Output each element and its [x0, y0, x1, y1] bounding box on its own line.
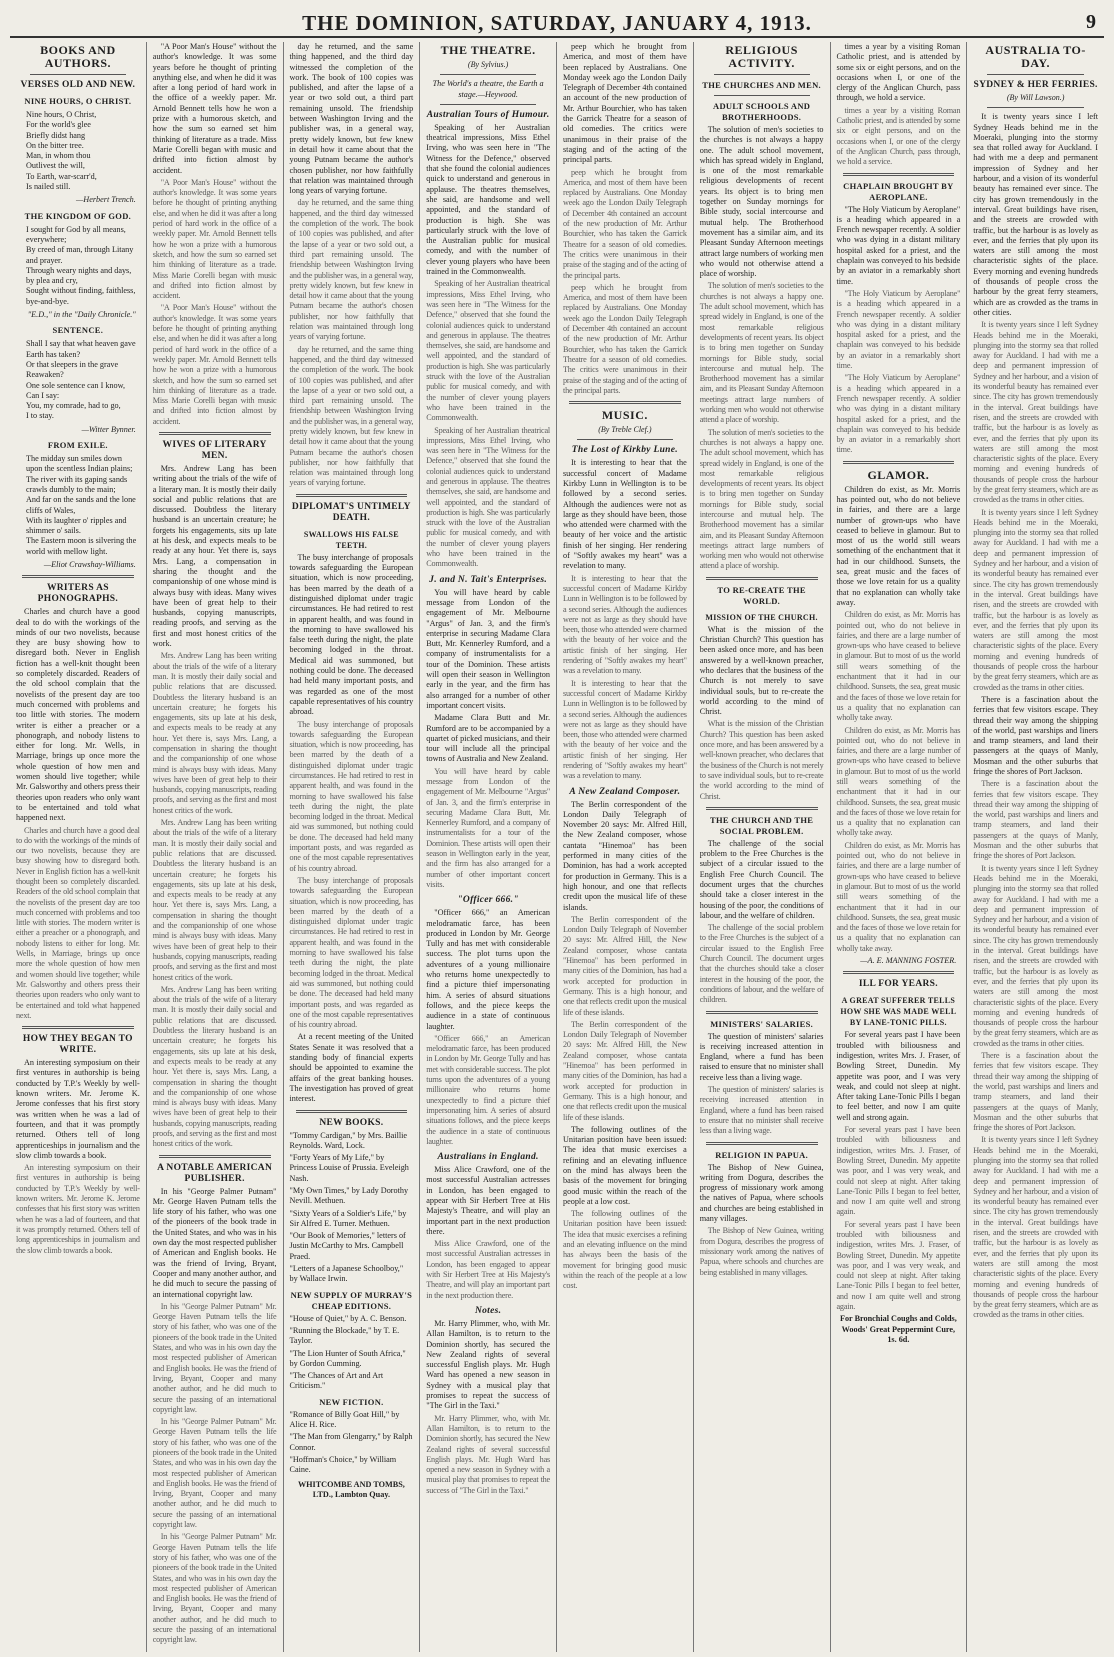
- article-body-filler: The Berlin correspondent of the London Daily Telegraph of November 20 says: Mr. Alfred Hill, the New Zealand composer, whose cantata "Hinemoa" has been performed in many cities of the Dominion, has had a work accepted for production in Germany. This is a high honour, and one that reflects credit upon the musical life of these islands.: [563, 914, 687, 1017]
- heading-nz-composer: A New Zealand Composer.: [569, 786, 681, 797]
- article-body: The busy interchange of proposals towards safeguarding the European situation, which is now proceeding, has been marred by the death of a distinguished diplomat under tragic circumstances. He had retired to rest in apparent health, and was found in the morning to have swallowed his false teeth during the night, the plate becoming lodged in the throat. Medical aid was summoned, but nothing could be done. The deceased had held many important posts, and was regarded as one of the most capable representatives of his country abroad.: [289, 552, 414, 717]
- page-number: 9: [1086, 11, 1096, 33]
- poem-line: Briefly didst hang: [26, 130, 86, 140]
- article-body-filler: Mrs. Andrew Lang has been writing about the trials of the wife of a literary man. It is mostly their daily social and public relations that are discussed. Doubtless the literary husband is an uncertain creature; he forgets his engagements, sits up late at his desk, and expects meals to be ready at any hour. Yet there is, says Mrs. Lang, a compensation in sharing the thought and the companionship of one whose mind is always busy with ideas. Many wives have been of great help to their husbands, copying manuscripts, reading proofs, and serving as the first and most honest critics of the work.: [152, 651, 277, 815]
- article-body-filler: day he returned, and the same thing happened, and the third day witnessed the completion of the work. The book of 100 copies was published, and after the lapse of a year or two sold out, a third part remaining unsold. The friendship between Washington Irving and the publisher was, in a general way, pretty widely known, but few knew in detail how it came about that the young Putnam became the author's chosen publisher, nor how faithfully that relation was maintained through long years of varying fortune.: [289, 344, 414, 488]
- article-body: There is a fascination about the ferries that few visitors escape. They thread their way among the shipping of the world, past warships and liners and tramp steamers, and land their passengers at the quays of Manly, Mosman and the other suburbs that fringe the shores of Port Jackson.: [973, 694, 1098, 776]
- article-body: It is twenty years since I left Sydney Heads behind me in the Moeraki, plunging into the stormy sea that rolled away for Auckland. I had with me a deep and permanent impression of Sydney and her harbour, and a vision of its wonderful beauty has remained ever since. The city has grown tremendously in the interval. Great buildings have risen, and the streets are crowded with traffic, but the harbour is as lovely as ever, and the ferries that ply upon its waters are still among the most characteristic sights of the place. Every morning and evening hundreds of thousands of people cross the harbour by the great ferry steamers, which are as crowded as the trams in other cities.: [973, 112, 1098, 317]
- article-body: Charles and church have a good deal to do with the workings of the minds of our two novelists, because they are busy showing how to disregard both. Never in English fiction has a well-knit thought been so completely discarded. Readers of the old school complain that the novelists of the present day are too much concerned with problems and too little with stories. The modern writer is either a preacher or a phonograph, and nobody listens to either for long. Mr. Wells, in Marriage, brings up once more the whole question of how men and women should live together; while Mr. Galsworthy and others press their theories upon readers who only want to be entertained and told what happened next.: [16, 607, 140, 823]
- article-body-filler: Children do exist, as Mr. Morris has pointed out, who do not believe in fairies, and there are a large number of grown-ups who have ceased to believe in glamour. But to most of us the world still wears something of the enchantment that it had in our childhood. Sunsets, the sea, great music and the faces of those we love retain for us a quality that no explanation can wholly take away.: [836, 725, 961, 838]
- list-item: "Letters of a Japanese Schoolboy," by Wallace Irwin.: [289, 1264, 404, 1284]
- heading-how-they-began: HOW THEY BEGAN TO WRITE.: [22, 1034, 133, 1056]
- poem-line: I to stay.: [26, 411, 54, 421]
- poem-title-nine-hours: NINE HOURS, O CHRIST.: [24, 96, 132, 106]
- article-body-filler: "A Poor Man's House" without the author's knowledge. It was some years before he thought of printing anything else, and when he did it was after a long period of hard work in the office of a weekly paper. Mr. Arnold Bennett tells how he won a prize with a humorous sketch, and how the sum so earned set him thinking of literature as a trade. Miss Marie Corelli began with music and drifted into fiction almost by accident.: [152, 303, 277, 426]
- poem-line: To Earth, war-scarr'd,: [26, 171, 97, 181]
- section-books-and-authors: BOOKS AND AUTHORS.: [40, 43, 116, 70]
- article-body-filler: In his "George Palmer Putnam" Mr. George Haven Putnam tells the life story of his father, who was one of the pioneers of the book trade in the United States, and who was in his own day the most respected publisher of American and English books. He was the friend of Irving, Bryant, Cooper and many another author, and he did much to secure the passing of an international copyright law.: [152, 1301, 277, 1414]
- poem-line: I sought for God by all means, everywhere;: [26, 224, 126, 244]
- new-fiction-list: [290, 1410, 414, 1476]
- column-2: [147, 42, 284, 1652]
- article-body: In his "George Palmer Putnam" Mr. George Haven Putnam tells the life story of his father, who was one of the pioneers of the book trade in the United States, and who was in his own day the most respected publisher of American and English books. He was the friend of Irving, Bryant, Cooper and many another author, and he did much to secure the passing of an international copyright law.: [152, 1186, 277, 1299]
- article-body-filler: "The Holy Viaticum by Aeroplane" is a heading which appeared in a French newspaper recently. A soldier who was dying in a distant military hospital asked for a priest, and the chaplain was conveyed to his bedside by an aviator in a remarkably short time.: [836, 373, 961, 455]
- heading-american-publisher: A NOTABLE AMERICAN PUBLISHER.: [157, 1162, 273, 1184]
- heading-notes: Notes.: [474, 1305, 502, 1316]
- poem-title-kingdom: THE KINGDOM OF GOD.: [24, 210, 132, 221]
- column-1: [10, 42, 147, 1652]
- article-body-filler: Mr. Harry Plimmer, who, with Mr. Allan Hamilton, is to return to the Dominion shortly, has secured the New Zealand rights of several successful English plays. Mr. Hugh Ward has opened a new season in Sydney with a musical play that promises to repeat the success of "The Girl in the Taxi.": [426, 1413, 550, 1495]
- article-body: What is the mission of the Christian Church? This question has been asked once more, and has been answered by a well-known preacher, who declares that the business of the Church is not merely to save individual souls, but to re-create the world according to the mind of Christ.: [699, 624, 824, 717]
- poem-line: One sole sentence can I know,: [26, 380, 126, 390]
- new-books-list: [290, 1131, 414, 1285]
- list-item: "Forty Years of My Life," by Princess Louise of Prussia. Eveleigh Nash.: [289, 1153, 409, 1183]
- article-body-filler: For several years past I have been troubled with biliousness and indigestion, writes Mrs. J. Fraser, of Bowling Street, Dunedin. My appetite was poor, and I was very weak, and could not sleep at night. After taking Lane-Tonic Pills I began to feel better, and now I am quite well and strong again.: [836, 1219, 961, 1312]
- article-body-filler: day he returned, and the same thing happened, and the third day witnessed the completion of the work. The book of 100 copies was published, and after the lapse of a year or two sold out, a third part remaining unsold. The friendship between Washington Irving and the publisher was, in a general way, pretty widely known, but few knew in detail how it came about that the young Putnam became the author's chosen publisher, nor how faithfully that relation was maintained through long years of varying fortune.: [289, 198, 414, 342]
- article-body-filler: You will have heard by cable message from London of the engagement of Mr. Melbourne "Argus" of Jan. 3, and the firm's enterprise in securing Madame Clara Butt, Mr. Kennerley Rumford, and a company of instrumentalists for a tour of the Dominion. These artists will open their season in Wellington early in the year, and the firm has also arranged for a number of other important concert visits.: [426, 766, 550, 889]
- article-body-filler: "The Holy Viaticum by Aeroplane" is a heading which appeared in a French newspaper recently. A soldier who was dying in a distant military hospital asked for a priest, and the chaplain was conveyed to his bedside by an aviator in a remarkably short time.: [836, 288, 961, 371]
- poem-line: The midday sun smiles down upon the scentless Indian plains;: [26, 454, 133, 474]
- column-8: [967, 42, 1104, 1652]
- heading-murrays-cheap-editions: NEW SUPPLY OF MURRAY'S CHEAP EDITIONS.: [290, 1289, 413, 1311]
- poem-line: Can I say:: [26, 390, 60, 400]
- poem-kingdom: [26, 225, 140, 307]
- list-item: "My Own Times," by Lady Dorothy Nevill. Methuen.: [289, 1185, 409, 1206]
- heading-new-fiction: NEW FICTION.: [319, 1396, 384, 1407]
- list-item: "Romance of Billy Goat Hill," by Alice H. Rice.: [289, 1409, 400, 1430]
- article-body-filler: peep which he brought from America, and most of them have been replaced by Australians. One Monday week ago the London Daily Telegraph of December 4th contained an account of the new production of Mr. Arthur Bourchier, who has taken the Garrick Theatre for a season of old comedies. The critics were unanimous in their praise of the staging and of the acting of the principal parts.: [563, 167, 687, 280]
- article-body: Mr. Harry Plimmer, who, with Mr. Allan Hamilton, is to return to the Dominion shortly, has secured the New Zealand rights of several successful English plays. Mr. Hugh Ward has opened a new season in Sydney with a musical play that promises to repeat the success of "The Girl in the Taxi.": [426, 1318, 550, 1411]
- heading-ministers-salaries: MINISTERS' SALARIES.: [710, 1018, 814, 1029]
- poem-line: You, my comrade, had to go,: [26, 401, 121, 411]
- heading-chaplain-aeroplane: CHAPLAIN BROUGHT BY AEROPLANE.: [843, 180, 954, 202]
- poem-line: Reawaken?: [26, 370, 64, 380]
- article-body-filler: For several years past I have been troubled with biliousness and indigestion, writes Mrs. J. Fraser, of Bowling Street, Dunedin. My appetite was poor, and I was very weak, and could not sleep at night. After taking Lane-Tonic Pills I began to feel better, and now I am quite well and strong again.: [836, 1125, 961, 1217]
- byline: (By Sylvius.): [467, 60, 509, 69]
- poem-line: Or that sleepers in the grave: [26, 359, 119, 369]
- poem-line: Outlivest the will,: [26, 161, 85, 171]
- heading-social-problem: THE CHURCH AND THE SOCIAL PROBLEM.: [710, 814, 814, 836]
- poem-line: By creed of man, through Litany and prayer.: [26, 245, 134, 265]
- poem-signature: —Witter Bynner.: [81, 424, 136, 434]
- heading-tait-enterprises: J. and N. Tait's Enterprises.: [429, 574, 548, 585]
- article-body: day he returned, and the same thing happened, and the third day witnessed the completion of the work. The book of 100 copies was published, and after the lapse of a year or two sold out, a third part remaining unsold. The friendship between Washington Irving and the publisher was, in a general way, pretty widely known, but few knew in detail how it came about that the young Putnam became the author's chosen publisher, nor how faithfully that relation was maintained through long years of varying fortune.: [289, 42, 414, 196]
- columns: [10, 42, 1104, 1652]
- heading-australians-england: Australians in England.: [437, 1152, 539, 1163]
- poem-line: Through weary nights and days, by plea and cry,: [26, 265, 132, 286]
- subheading-great-sufferer: A GREAT SUFFERER TELLS HOW SHE WAS MADE WELL BY LANE-TONIC PILLS.: [840, 996, 957, 1028]
- byline: (By Treble Clef.): [598, 425, 652, 435]
- article-body-filler: It is interesting to hear that the successful concert of Madame Kirkby Lunn in Wellington is to be followed by a second series. Although the audiences were not as large as they should have been, those who attended were charmed with the beauty of her voice and the artistic finish of her singing. Her rendering of "Softly awakes my heart" was a revelation to many.: [563, 573, 687, 676]
- article-body: Miss Alice Crawford, one of the most successful Australian actresses in London, has been engaged to appear with Sir Herbert Tree at His Majesty's Theatre, and will play an important part in the next production there.: [426, 1165, 550, 1236]
- article-body: "A Poor Man's House" without the author's knowledge. It was some years before he thought of printing anything else, and when he did it was after a long period of hard work in the office of a weekly paper. Mr. Arnold Bennett tells how he won a prize with a humorous sketch, and how the sum so earned set him thinking of literature as a trade. Miss Marie Corelli began with music and drifted into fiction almost by accident.: [152, 42, 277, 175]
- article-body-filler: It is twenty years since I left Sydney Heads behind me in the Moeraki, plunging into the stormy sea that rolled away for Auckland. I had with me a deep and permanent impression of Sydney and her harbour, and a vision of its wonderful beauty has remained ever since. The city has grown tremendously in the interval. Great buildings have risen, and the streets are crowded with traffic, but the harbour is as lovely as ever, and the ferries that ply upon its waters are still among the most characteristic sights of the place. Every morning and evening hundreds of thousands of people cross the harbour by the great ferry steamers, which are as crowded as the trams in other cities.: [973, 1135, 1098, 1320]
- article-body: peep which he brought from America, and most of them have been replaced by Australians. One Monday week ago the London Daily Telegraph of December 4th contained an account of the new production of Mr. Arthur Bourchier, who has taken the Garrick Theatre for a season of old comedies. The critics were unanimous in their praise of the staging and of the acting of the principal parts.: [563, 42, 687, 165]
- article-body: Speaking of her Australian theatrical impressions, Miss Ethel Irving, who was seen here in "The Witness for the Defence," observed that she found the colonial audiences quick to understand and generous in applause. The theatres themselves, she said, are handsome and well appointed, and the standard of production is high. She was particularly struck with the love of the Australian public for musical comedy, and with the number of clever young players who have been trained in the Commonwealth.: [426, 122, 550, 277]
- poem-title-sentence: SENTENCE.: [52, 325, 104, 336]
- poem-line: Earth has taken?: [26, 349, 81, 359]
- article-body-filler: Children do exist, as Mr. Morris has pointed out, who do not believe in fairies, and there are a large number of grown-ups who have ceased to believe in glamour. But to most of us the world still wears something of the enchantment that it had in our childhood. Sunsets, the sea, great music and the faces of those we love retain for us a quality that no explanation can wholly take away.: [836, 610, 961, 723]
- article-body-filler: Charles and church have a good deal to do with the workings of the minds of our two novelists, because they are busy showing how to disregard both. Never in English fiction has a well-knit thought been so completely discarded. Readers of the old school complain that the novelists of the present day are too much concerned with problems and too little with stories. The modern writer is either a preacher or a phonograph, and nobody listens to either for long. Mr. Wells, in Marriage, brings up once more the whole question of how men and women should live together; while Mr. Galsworthy and others press their theories upon readers who only want to be entertained and told what happened next.: [16, 825, 140, 1020]
- article-body-filler: The busy interchange of proposals towards safeguarding the European situation, which is now proceeding, has been marred by the death of a distinguished diplomat under tragic circumstances. He had retired to rest in apparent health, and was found in the morning to have swallowed his false teeth during the night, the plate becoming lodged in the throat. Medical aid was summoned, but nothing could be done. The deceased had held many important posts, and was regarded as one of the most capable representatives of his country abroad.: [289, 875, 414, 1030]
- article-body-filler: "A Poor Man's House" without the author's knowledge. It was some years before he thought of printing anything else, and when he did it was after a long period of hard work in the office of a weekly paper. Mr. Arnold Bennett tells how he won a prize with a humorous sketch, and how the sum so earned set him thinking of literature as a trade. Miss Marie Corelli began with music and drifted into fiction almost by accident.: [152, 177, 277, 301]
- heading-diplomat-death: DIPLOMAT'S UNTIMELY DEATH.: [291, 501, 411, 523]
- heading-religion-papua: RELIGION IN PAPUA.: [715, 1149, 809, 1160]
- section-the-theatre: THE THEATRE.: [440, 43, 536, 57]
- masthead: [10, 6, 1104, 38]
- poem-line: With its laughter o' ripples and shimmer o' sails.: [26, 515, 127, 536]
- article-body: The Berlin correspondent of the London Daily Telegraph of November 20 says: Mr. Alfred Hill, the New Zealand composer, whose cantata "Hinemoa" has been performed in many cities of the Dominion, has had a work accepted for production in Germany. This is a high honour, and one that reflects credit upon the musical life of these islands.: [563, 799, 687, 912]
- list-item: "The Lion Hunter of South Africa," by Gordon Cumming.: [289, 1348, 406, 1368]
- list-item: "The Man from Glengarry," by Ralph Connor.: [289, 1432, 413, 1452]
- heading-ill-for-years: ILL FOR YEARS.: [858, 979, 938, 990]
- article-body: "Officer 666," an American melodramatic farce, has been produced in London by Mr. George Tully and has met with considerable success. The plot turns upon the adventures of a young millionaire who returns home unexpectedly to find a picture thief impersonating him. A series of absurd situations follows, and the piece keeps the audience in a state of continuous laughter.: [426, 908, 550, 1031]
- section-australia-today: AUSTRALIA TO-DAY.: [985, 43, 1086, 70]
- heading-verses: VERSES OLD AND NEW.: [20, 80, 136, 90]
- article-body: At a recent meeting of the United States Senate it was resolved that a standing body of financial experts should be appointed to examine the affairs of the great banking houses. The investigation has proved of great interest.: [289, 1032, 414, 1104]
- heading-recreate-world: TO RE-CREATE THE WORLD.: [717, 584, 806, 606]
- article-body-filler: In his "George Palmer Putnam" Mr. George Haven Putnam tells the life story of his father, who was one of the pioneers of the book trade in the United States, and who was in his own day the most respected publisher of American and English books. He was the friend of Irving, Bryant, Cooper and many another author, and he did much to secure the passing of an international copyright law.: [152, 1417, 277, 1530]
- article-body-filler: In his "George Palmer Putnam" Mr. George Haven Putnam tells the life story of his father, who was one of the pioneers of the book trade in the United States, and who was in his own day the most respected publisher of American and English books. He was the friend of Irving, Bryant, Cooper and many another author, and he did much to secure the passing of an international copyright law.: [152, 1532, 277, 1645]
- poem-exile: [26, 454, 140, 557]
- poem-line: The Eastern moon is silvering the world with mellow light.: [26, 536, 137, 556]
- heading-officer-666: "Officer 666.": [457, 895, 519, 906]
- subheading-sydney-ferries: SYDNEY & HER FERRIES.: [973, 80, 1098, 90]
- article-body-filler: An interesting symposium on their first ventures in authorship is being conducted by T.P.'s Weekly by well-known writers. Mr. Jerome K. Jerome confesses that his first story was written when he was a lad of fourteen, and that it was promptly returned. Others tell of long apprenticeships in journalism and the slow climb towards a book.: [16, 1163, 140, 1255]
- article-body-filler: Speaking of her Australian theatrical impressions, Miss Ethel Irving, who was seen here in "The Witness for the Defence," observed that she found the colonial audiences quick to understand and generous in applause. The theatres themselves, she said, are handsome and well appointed, and the standard of production is high. She was particularly struck with the love of the Australian public for musical comedy, and with the number of clever young players who have been trained in the Commonwealth.: [426, 425, 550, 569]
- list-item: "The Chances of Art and Art Criticism.": [289, 1371, 384, 1391]
- byline: (By Will Lawson.): [1006, 93, 1065, 102]
- heading-adult-schools: ADULT SCHOOLS AND BROTHERHOODS.: [713, 101, 811, 122]
- article-body-filler: The challenge of the social problem to the Free Churches is the subject of a circular issued to the English Free Church Council. The document urges that the churches should take a closer interest in the housing of the poor, the conditions of labour, and the welfare of children.: [699, 923, 824, 1005]
- theatre-quote: The World's a theatre, the Earth a stage.—Heywood.: [432, 79, 544, 99]
- article-body-filler: Children do exist, as Mr. Morris has pointed out, who do not believe in fairies, and there are a large number of grown-ups who have ceased to believe in glamour. But to most of us the world still wears something of the enchantment that it had in our childhood. Sunsets, the sea, great music and the faces of those we love retain for us a quality that no explanation can wholly take away.: [836, 840, 961, 953]
- article-body-filler: "Officer 666," an American melodramatic farce, has been produced in London by Mr. George Tully and has met with considerable success. The plot turns upon the adventures of a young millionaire who returns home unexpectedly to find a picture thief impersonating him. A series of absurd situations follows, and the piece keeps the audience in a state of continuous laughter.: [426, 1033, 550, 1146]
- article-body-filler: What is the mission of the Christian Church? This question has been asked once more, and has been answered by a well-known preacher, who declares that the business of the Church is not merely to save individual souls, but to re-create the world according to the mind of Christ.: [699, 719, 824, 801]
- poem-line: Is nailed still.: [26, 182, 71, 192]
- column-3: [284, 42, 421, 1652]
- poem-signature: —Herbert Trench.: [76, 195, 136, 205]
- heading-new-books: NEW BOOKS.: [319, 1117, 384, 1128]
- article-body: "The Holy Viaticum by Aeroplane" is a heading which appeared in a French newspaper recently. A soldier who was dying in a distant military hospital asked for a priest, and the chaplain was conveyed to his bedside by an aviator in a remarkably short time.: [836, 204, 961, 286]
- section-glamor: GLAMOR.: [867, 467, 930, 482]
- article-body-filler: It is twenty years since I left Sydney Heads behind me in the Moeraki, plunging into the stormy sea that rolled away for Auckland. I had with me a deep and permanent impression of Sydney and her harbour, and a vision of its wonderful beauty has remained ever since. The city has grown tremendously in the interval. Great buildings have risen, and the streets are crowded with traffic, but the harbour is as lovely as ever, and the ferries that ply upon its waters are still among the most characteristic sights of the place. Every morning and evening hundreds of thousands of people cross the harbour by the great ferry steamers, which are as crowded as the trams in other cities.: [973, 320, 1098, 505]
- column-4: [420, 42, 557, 1652]
- article-body-filler: The Bishop of New Guinea, writing from Dogura, describes the progress of missionary work among the natives of Papua, where schools and churches are being established in many villages.: [699, 1226, 824, 1277]
- article-body: The following outlines of the Unitarian position have been issued: The idea that music exercises a refining and an elevating influence on the mind has always been the basis of the movement for bringing good music within the reach of the people at a low cost.: [563, 1124, 687, 1206]
- article-body-filler: It is twenty years since I left Sydney Heads behind me in the Moeraki, plunging into the stormy sea that rolled away for Auckland. I had with me a deep and permanent impression of Sydney and her harbour, and a vision of its wonderful beauty has remained ever since. The city has grown tremendously in the interval. Great buildings have risen, and the streets are crowded with traffic, but the harbour is as lovely as ever, and the ferries that ply upon its waters are still among the most characteristic sights of the place. Every morning and evening hundreds of thousands of people cross the harbour by the great ferry steamers, which are as crowded as the trams in other cities.: [973, 863, 1098, 1048]
- article-body-filler: The question of ministers' salaries is receiving increased attention in England, where a fund has been raised to ensure that no minister shall receive less than a living wage.: [699, 1085, 824, 1136]
- poem-line: For the world's glee: [26, 120, 91, 130]
- poem-line: Man, in whom thou: [26, 151, 91, 161]
- subheading-mission-church: MISSION OF THE CHURCH.: [705, 612, 818, 622]
- list-item: "Hoffman's Choice," by William Caine.: [289, 1454, 397, 1475]
- article-body: Madame Clara Butt and Mr. Rumford are to be accompanied by a quartet of picked musicians, and their tour will include all the principal towns of Australia and New Zealand.: [426, 713, 550, 764]
- article-body-filler: There is a fascination about the ferries that few visitors escape. They thread their way among the shipping of the world, past warships and liners and tramp steamers, and land their passengers at the quays of Manly, Mosman and the other suburbs that fringe the shores of Port Jackson.: [973, 1051, 1098, 1133]
- poem-line: Shall I say that what heaven gave: [26, 339, 136, 349]
- poem-line: On the bitter tree.: [26, 140, 84, 150]
- poem-line: Sought without finding, faithless, bye-and-bye.: [26, 286, 136, 306]
- subheading-false-teeth: SWALLOWS HIS FALSE TEETH.: [303, 529, 399, 550]
- poem-title-exile: FROM EXILE.: [47, 440, 108, 451]
- article-body-filler: Speaking of her Australian theatrical impressions, Miss Ethel Irving, who was seen here in "The Witness for the Defence," observed that she found the colonial audiences quick to understand and generous in applause. The theatres themselves, she said, are handsome and well appointed, and the standard of production is high. She was particularly struck with the love of the Australian public for musical comedy, and with the number of clever young players who have been trained in the Commonwealth.: [426, 279, 550, 423]
- list-item: "Running the Blockade," by T. E. Taylor.: [289, 1325, 400, 1346]
- subheading-churches-men: THE CHURCHES AND MEN.: [702, 80, 821, 90]
- masthead-title: THE DOMINION, SATURDAY, JANUARY 4, 1913.: [302, 11, 812, 35]
- article-signature: —A. E. MANNING FOSTER.: [860, 956, 957, 966]
- article-body: times a year by a visiting Roman Catholic priest, and is attended by some six or eight persons, and on the occasions when I, or one of the clergy of the Anglican Church, pass through, we hold a service.: [836, 42, 961, 103]
- heading-wives-literary-men: WIVES OF LITERARY MEN.: [162, 439, 267, 461]
- article-body-filler: The following outlines of the Unitarian position have been issued: The idea that music exercises a refining and an elevating influence on the mind has always been the basis of the movement for bringing good music within the reach of the people at a low cost.: [563, 1209, 687, 1291]
- bookseller-imprint: WHITCOMBE AND TOMBS, LTD., Lambton Quay.: [297, 1479, 405, 1499]
- article-body-filler: The Berlin correspondent of the London Daily Telegraph of November 20 says: Mr. Alfred Hill, the New Zealand composer, whose cantata "Hinemoa" has been performed in many cities of the Dominion, has had a work accepted for production in Germany. This is a high honour, and one that reflects credit upon the musical life of these islands.: [563, 1019, 687, 1122]
- heading-australian-tours: Australian Tours of Humour.: [426, 109, 550, 120]
- article-body-filler: There is a fascination about the ferries that few visitors escape. They thread their way among the shipping of the world, past warships and liners and tramp steamers, and land their passengers at the quays of Manly, Mosman and the other suburbs that fringe the shores of Port Jackson.: [973, 779, 1098, 861]
- section-music: MUSIC.: [601, 408, 648, 423]
- article-body: Children do exist, as Mr. Morris has pointed out, who do not believe in fairies, and there are a large number of grown-ups who have ceased to believe in glamour. But to most of us the world still wears something of the enchantment that it had in our childhood. Sunsets, the sea, great music and the faces of those we love retain for us a quality that no explanation can wholly take away.: [836, 484, 961, 607]
- list-item: "Our Book of Memories," letters of Justin McCarthy to Mrs. Campbell Praed.: [289, 1231, 406, 1261]
- article-body: The Bishop of New Guinea, writing from Dogura, describes the progress of missionary work among the natives of Papua, where schools and churches are being established in many villages.: [699, 1162, 824, 1224]
- article-body-filler: Miss Alice Crawford, one of the most successful Australian actresses in London, has been engaged to appear with Sir Herbert Tree at His Majesty's Theatre, and will play an important part in the next production there.: [426, 1239, 550, 1300]
- article-body-filler: The solution of men's societies to the churches is not always a happy one. The adult school movement, which has spread widely in England, is one of the most remarkable religious developments of recent years. Its object is to bring men together on Sunday mornings for Bible study, social intercourse and mutual help. The Brotherhood movement has a similar aim, and its Pleasant Sunday Afternoon meetings attract large numbers of working men who would not otherwise attend a place of worship.: [699, 281, 824, 425]
- poem-sentence: [26, 339, 140, 421]
- poem-line: Nine hours, O Christ,: [26, 110, 97, 119]
- article-body-filler: It is twenty years since I left Sydney Heads behind me in the Moeraki, plunging into the stormy sea that rolled away for Auckland. I had with me a deep and permanent impression of Sydney and her harbour, and a vision of its wonderful beauty has remained ever since. The city has grown tremendously in the interval. Great buildings have risen, and the streets are crowded with traffic, but the harbour is as lovely as ever, and the ferries that ply upon its waters are still among the most characteristic sights of the place. Every morning and evening hundreds of thousands of people cross the harbour by the great ferry steamers, which are as crowded as the trams in other cities.: [973, 507, 1098, 692]
- cheap-editions-list: [290, 1314, 414, 1392]
- heading-kirkby-lunn: The Lost of Kirkby Lune.: [571, 445, 678, 456]
- article-body: For several years past I have been troubled with biliousness and indigestion, writes Mrs. J. Fraser, of Bowling Street, Dunedin. My appetite was poor, and I was very weak, and could not sleep at night. After taking Lane-Tonic Pills I began to feel better, and now I am quite well and strong again.: [836, 1030, 961, 1122]
- article-body-filler: The busy interchange of proposals towards safeguarding the European situation, which is now proceeding, has been marred by the death of a distinguished diplomat under tragic circumstances. He had retired to rest in apparent health, and was found in the morning to have swallowed his false teeth during the night, the plate becoming lodged in the throat. Medical aid was summoned, but nothing could be done. The deceased had held many important posts, and was regarded as one of the most capable representatives of his country abroad.: [289, 719, 414, 873]
- column-6: [694, 42, 831, 1652]
- column-5: [557, 42, 694, 1652]
- poem-line: And far on the sands and the lone cliffs of Wales,: [26, 495, 136, 515]
- poem-nine-hours: [26, 110, 140, 192]
- article-body-filler: It is interesting to hear that the successful concert of Madame Kirkby Lunn in Wellington is to be followed by a second series. Although the audiences were not as large as they should have been, those who attended were charmed with the beauty of her voice and the artistic finish of her singing. Her rendering of "Softly awakes my heart" was a revelation to many.: [563, 678, 687, 781]
- article-body-filler: Mrs. Andrew Lang has been writing about the trials of the wife of a literary man. It is mostly their daily social and public relations that are discussed. Doubtless the literary husband is an uncertain creature; he forgets his engagements, sits up late at his desk, and expects meals to be ready at any hour. Yet there is, says Mrs. Lang, a compensation in sharing the thought and the companionship of one whose mind is always busy with ideas. Many wives have been of great help to their husbands, copying manuscripts, reading proofs, and serving as the first and most honest critics of the work.: [152, 984, 277, 1149]
- article-body: Mrs. Andrew Lang has been writing about the trials of the wife of a literary man. It is mostly their daily social and public relations that are discussed. Doubtless the literary husband is an uncertain creature; he forgets his engagements, sits up late at his desk, and expects meals to be ready at any hour. Yet there is, says Mrs. Lang, a compensation in sharing the thought and the companionship of one whose mind is always busy with ideas. Many wives have been of great help to their husbands, copying manuscripts, reading proofs, and serving as the first and most honest critics of the work.: [152, 463, 277, 649]
- list-item: "House of Quiet," by A. C. Benson.: [289, 1313, 407, 1323]
- article-body-filler: peep which he brought from America, and most of them have been replaced by Australians. One Monday week ago the London Daily Telegraph of December 4th contained an account of the new production of Mr. Arthur Bourchier, who has taken the Garrick Theatre for a season of old comedies. The critics were unanimous in their praise of the staging and of the acting of the principal parts.: [563, 282, 687, 395]
- article-body: The challenge of the social problem to the Free Churches is the subject of a circular issued to the English Free Church Council. The document urges that the churches should take a closer interest in the housing of the poor, the conditions of labour, and the welfare of children.: [699, 838, 824, 920]
- article-body: The solution of men's societies to the churches is not always a happy one. The adult school movement, which has spread widely in England, is one of the most remarkable religious developments of recent years. Its object is to bring men together on Sunday mornings for Bible study, social intercourse and mutual help. The Brotherhood movement has a similar aim, and its Pleasant Sunday Afternoon meetings attract large numbers of working men who would not otherwise attend a place of worship.: [699, 125, 824, 279]
- article-body: You will have heard by cable message from London of the engagement of Mr. Melbourne "Argus" of Jan. 3, and the firm's enterprise in securing Madame Clara Butt, Mr. Kennerley Rumford, and a company of instrumentalists for a tour of the Dominion. These artists will open their season in Wellington early in the year, and the firm has also arranged for a number of other important concert visits.: [426, 587, 550, 710]
- advert-line: For Bronchial Coughs and Colds, Woods' Great Peppermint Cure, 1s. 6d.: [839, 1314, 957, 1344]
- list-item: "Tommy Cardigan," by Mrs. Baillie Reynolds. Ward, Lock.: [289, 1130, 408, 1150]
- list-item: "Sixty Years of a Soldier's Life," by Sir Alfred E. Turner. Methuen.: [289, 1208, 407, 1228]
- poem-line: The river with its gaping sands crawls dumbly to the main;: [26, 474, 128, 494]
- article-body: The question of ministers' salaries is receiving increased attention in England, where a fund has been raised to ensure that no minister shall receive less than a living wage.: [699, 1031, 824, 1082]
- article-body: It is interesting to hear that the successful concert of Madame Kirkby Lunn in Wellington is to be followed by a second series. Although the audiences were not as large as they should have been, those who attended were charmed with the beauty of her voice and the artistic finish of her singing. Her rendering of "Softly awakes my heart" was a revelation to many.: [563, 458, 687, 571]
- column-7: [831, 42, 968, 1652]
- article-body-filler: Mrs. Andrew Lang has been writing about the trials of the wife of a literary man. It is mostly their daily social and public relations that are discussed. Doubtless the literary husband is an uncertain creature; he forgets his engagements, sits up late at his desk, and expects meals to be ready at any hour. Yet there is, says Mrs. Lang, a compensation in sharing the thought and the companionship of one whose mind is always busy with ideas. Many wives have been of great help to their husbands, copying manuscripts, reading proofs, and serving as the first and most honest critics of the work.: [152, 818, 277, 982]
- article-body-filler: The solution of men's societies to the churches is not always a happy one. The adult school movement, which has spread widely in England, is one of the most remarkable religious developments of recent years. Its object is to bring men together on Sunday mornings for Bible study, social intercourse and mutual help. The Brotherhood movement has a similar aim, and its Pleasant Sunday Afternoon meetings attract large numbers of working men who would not otherwise attend a place of worship.: [699, 427, 824, 571]
- article-body: An interesting symposium on their first ventures in authorship is being conducted by T.P.'s Weekly by well-known writers. Mr. Jerome K. Jerome confesses that his first story was written when he was a lad of fourteen, and that it was promptly returned. Others tell of long apprenticeships in journalism and the slow climb towards a book.: [16, 1058, 140, 1160]
- heading-writers-phonographs: WRITERS AS PHONOGRAPHS.: [37, 583, 119, 605]
- poem-signature: "E.D.," in the "Daily Chronicle.": [27, 310, 136, 320]
- poem-signature: —Eliot Crawshay-Williams.: [43, 559, 136, 569]
- section-religious-activity: RELIGIOUS ACTIVITY.: [725, 43, 798, 70]
- article-body-filler: times a year by a visiting Roman Catholic priest, and is attended by some six or eight persons, and on the occasions when I, or one of the clergy of the Anglican Church, pass through, we hold a service.: [836, 105, 961, 167]
